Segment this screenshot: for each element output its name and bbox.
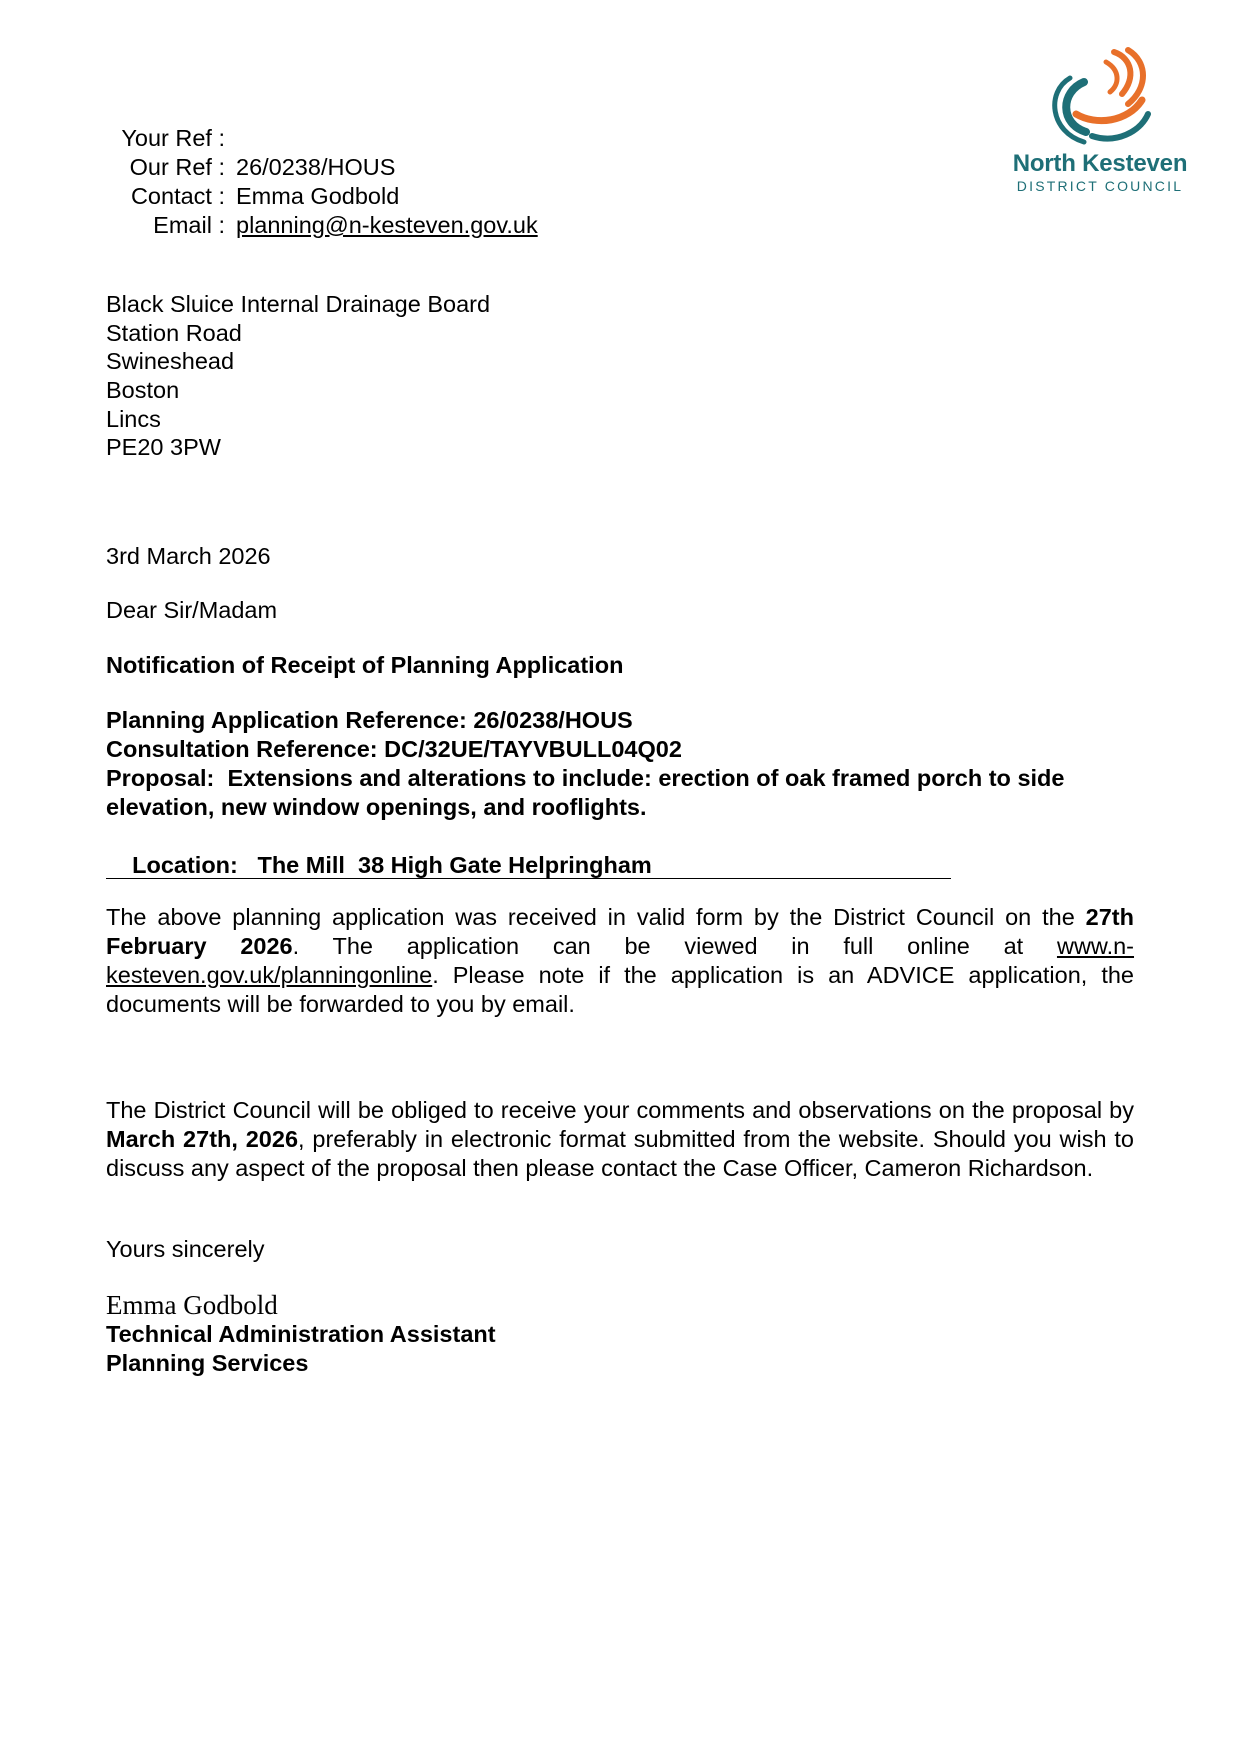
address-line: Black Sluice Internal Drainage Board [106,291,491,317]
application-ref-line [106,706,1134,735]
logo-name: North Kesteven [1012,150,1188,177]
horizontal-rule [106,878,951,879]
letter-subject: Notification of Receipt of Planning Application [106,652,624,678]
planning-online-link[interactable]: www.n-kesteven.gov.uk/planningonline [106,933,1135,988]
our-ref-value: 26/0238/HOUS [236,154,396,180]
signature-title: Technical Administration Assistant [106,1321,496,1347]
consultation-ref-value: DC/32UE/TAYVBULL04Q02 [384,736,682,762]
our-ref-label: Our Ref : [129,154,225,180]
your-ref-label: Your Ref : [121,125,225,151]
closing: Yours sincerely [106,1236,265,1262]
proposal-label: Proposal: [106,765,215,791]
logo-subtitle: DISTRICT COUNCIL [1016,178,1184,194]
comment-deadline: March 27th, 2026 [106,1126,299,1152]
address-line: Boston [106,377,180,404]
signature-department: Planning Services [106,1350,309,1376]
consultation-ref-label: Consultation Reference: [106,736,378,762]
location-label: Location: [132,852,238,878]
para1-text-b: . The application can be viewed in full online at [292,933,1057,959]
para2-text-b: , preferably in electronic format submitted from the website. Should you wish to discuss any aspect of the proposal then please contact the Case Officer, Cameron Richardson. [106,1126,1135,1181]
proposal-value: Extensions and alterations to include: erection of oak framed porch to side elevation, new window openings, and rooflights. [106,765,1065,820]
salutation: Dear Sir/Madam [106,597,278,623]
contact-value: Emma Godbold [236,183,400,209]
recipient-address [106,290,490,462]
comments-paragraph [106,1096,1134,1183]
address-line: PE20 3PW [106,434,221,461]
signature-name: Emma Godbold [106,1290,278,1320]
address-line: Station Road [106,319,242,346]
receipt-paragraph [106,903,1134,1019]
location-value: The Mill 38 High Gate Helpringham [257,852,652,878]
letter-date: 3rd March 2026 [106,543,271,569]
proposal-line [106,764,1134,822]
consultation-ref-line [106,735,1134,764]
swirl-logo-icon [1036,44,1166,149]
application-ref-value: 26/0238/HOUS [473,707,633,733]
para1-text-a: The above planning application was received in valid form by the District Council on the [106,904,1086,930]
email-label: Email : [153,212,225,238]
para1-text-c: . Please note if the application is an ADVICE application, the documents will be forwarded to you by email. [106,962,1134,1017]
application-ref-label: Planning Application Reference: [106,707,467,733]
address-line: Swineshead [106,348,235,375]
email-link[interactable]: planning@n-kesteven.gov.uk [236,212,538,238]
location-line [106,822,1134,909]
contact-label: Contact : [130,183,225,209]
council-logo [1000,40,1200,200]
address-line: Lincs [106,405,161,432]
received-date: 27th February 2026 [106,904,1134,959]
para2-text-a: The District Council will be obliged to receive your comments and observations on the proposal by [106,1097,1134,1123]
